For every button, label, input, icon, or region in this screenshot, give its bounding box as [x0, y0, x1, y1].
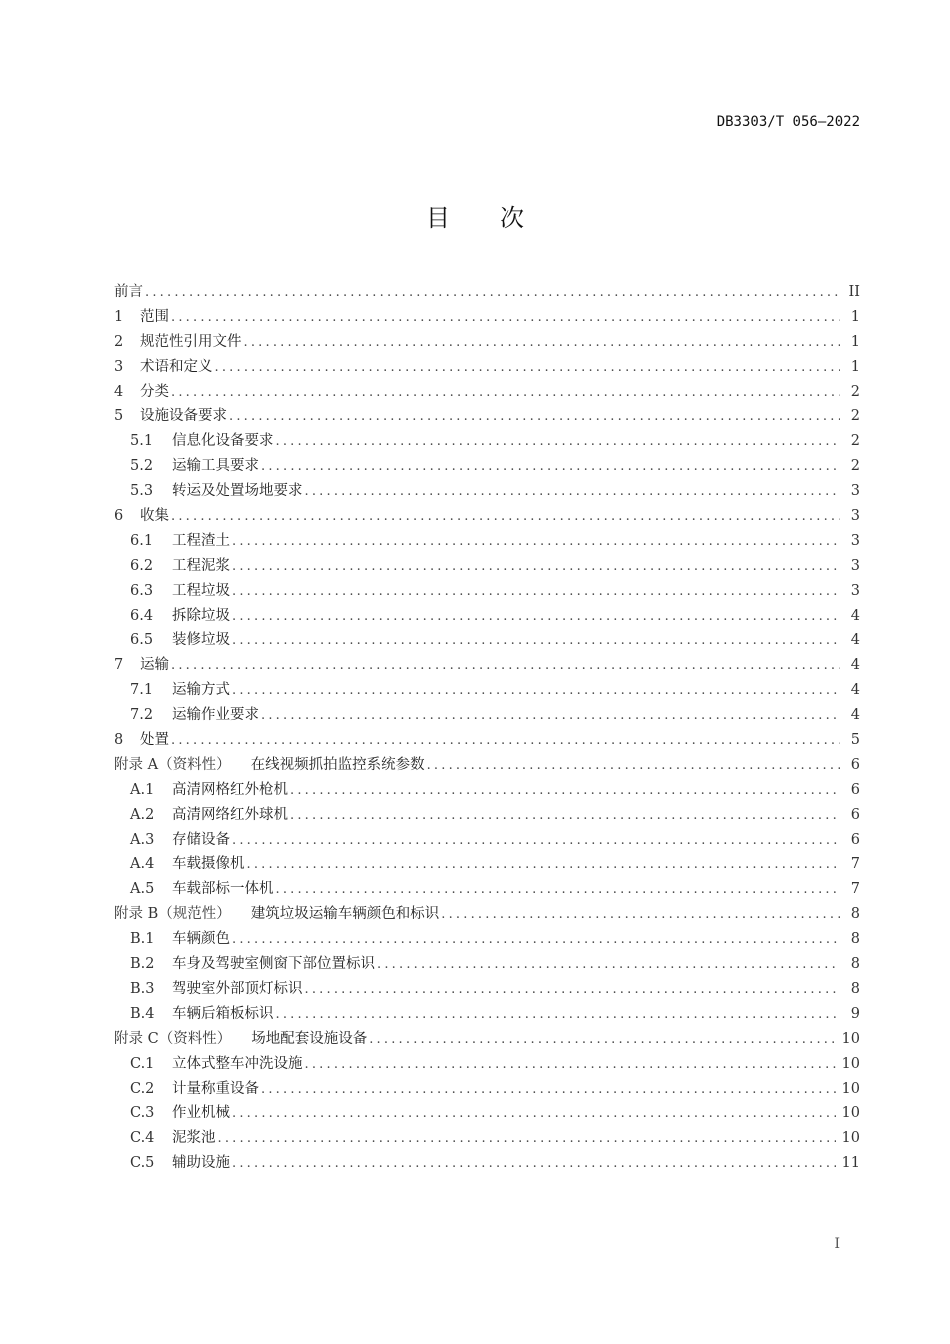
- toc-entry[interactable]: [114, 479, 860, 504]
- toc-entry[interactable]: [114, 355, 860, 380]
- toc-entry-label[interactable]: 范围: [140, 308, 169, 325]
- toc-entry-label[interactable]: 运输: [140, 657, 169, 674]
- toc-entry[interactable]: [114, 1077, 860, 1102]
- toc-entry-label[interactable]: 分类: [140, 383, 169, 400]
- footer-page-number: I: [834, 1236, 840, 1252]
- toc-entry-label[interactable]: 立体式整车冲洗设施: [172, 1055, 303, 1072]
- toc-entry-label[interactable]: 收集: [140, 508, 169, 525]
- dot-leader: [218, 1127, 836, 1151]
- toc-entry-page[interactable]: 2: [850, 408, 860, 425]
- table-of-contents: [114, 280, 860, 1176]
- toc-entry-page[interactable]: 2: [850, 383, 860, 400]
- toc-entry-label[interactable]: 信息化设备要求: [172, 433, 274, 450]
- toc-entry-label[interactable]: 运输工具要求: [172, 458, 259, 475]
- dot-leader: [247, 853, 841, 877]
- dot-leader: [145, 281, 840, 305]
- toc-entry-number: 2: [114, 333, 124, 350]
- toc-entry-number: 7: [114, 657, 124, 674]
- toc-entry-label[interactable]: 转运及处置场地要求: [172, 483, 303, 500]
- dot-leader: [215, 356, 841, 380]
- dot-leader: [305, 480, 841, 504]
- toc-entry[interactable]: [114, 952, 860, 977]
- toc-entry-label[interactable]: 存储设备: [172, 831, 230, 848]
- toc-entry-number: A.3: [130, 831, 155, 848]
- toc-entry[interactable]: [114, 977, 860, 1002]
- toc-entry-page[interactable]: 6: [850, 831, 860, 848]
- toc-entry-page[interactable]: 8: [850, 931, 860, 948]
- toc-entry-number: A.4: [130, 856, 155, 873]
- toc-entry-page[interactable]: 2: [850, 458, 860, 475]
- toc-entry-label[interactable]: 工程渣土: [172, 532, 230, 549]
- dot-leader: [171, 505, 840, 529]
- toc-entry-page[interactable]: 7: [850, 881, 860, 898]
- toc-entry-label[interactable]: 在线视频抓拍监控系统参数: [250, 756, 425, 773]
- toc-entry-label[interactable]: 辅助设施: [172, 1155, 230, 1172]
- document-code: DB3303/T 056—2022: [716, 114, 860, 130]
- toc-entry-number: C.3: [130, 1105, 155, 1122]
- toc-entry-number: 8: [114, 732, 124, 749]
- toc-entry-page[interactable]: 4: [850, 707, 860, 724]
- toc-entry-page[interactable]: 4: [850, 682, 860, 699]
- toc-entry-number: 4: [114, 383, 124, 400]
- toc-entry-page[interactable]: II: [848, 284, 860, 300]
- toc-entry-page[interactable]: 10: [841, 1030, 860, 1047]
- toc-entry-number: 附录 B（规范性）: [114, 906, 231, 923]
- toc-entry-number: A.2: [130, 806, 155, 823]
- toc-entry[interactable]: [114, 404, 860, 429]
- toc-entry-page[interactable]: 1: [850, 308, 860, 325]
- toc-entry-page[interactable]: 4: [850, 607, 860, 624]
- toc-entry[interactable]: [114, 504, 860, 529]
- toc-entry-number: 附录 C（资料性）: [114, 1030, 232, 1047]
- toc-entry-number: 7.1: [130, 682, 154, 699]
- title-char-1: 目: [426, 204, 450, 232]
- toc-entry-number: 5.3: [130, 483, 154, 500]
- toc-entry[interactable]: [114, 753, 860, 778]
- toc-entry-page[interactable]: 10: [841, 1055, 860, 1072]
- toc-entry[interactable]: [114, 828, 860, 853]
- dot-leader: [171, 729, 840, 753]
- toc-entry[interactable]: [114, 1101, 860, 1126]
- dot-leader: [427, 754, 840, 778]
- dot-leader: [232, 928, 840, 952]
- toc-entry[interactable]: [114, 554, 860, 579]
- toc-entry-number: B.3: [130, 980, 155, 997]
- toc-entry-number: B.1: [130, 931, 155, 948]
- toc-entry[interactable]: [114, 529, 860, 554]
- toc-entry-page[interactable]: 4: [850, 657, 860, 674]
- dot-leader: [276, 430, 841, 454]
- toc-entry[interactable]: [114, 877, 860, 902]
- toc-entry-label[interactable]: 拆除垃圾: [172, 607, 230, 624]
- toc-entry[interactable]: [114, 803, 860, 828]
- dot-leader: [261, 704, 840, 728]
- toc-entry-page[interactable]: 3: [850, 582, 860, 599]
- toc-entry-number: C.2: [130, 1080, 155, 1097]
- dot-leader: [232, 605, 840, 629]
- toc-entry-number: B.2: [130, 956, 155, 973]
- toc-entry[interactable]: [114, 604, 860, 629]
- dot-leader: [232, 530, 840, 554]
- toc-entry-number: 6.3: [130, 582, 154, 599]
- dot-leader: [232, 629, 840, 653]
- toc-entry-page[interactable]: 6: [850, 806, 860, 823]
- toc-entry[interactable]: [114, 1002, 860, 1027]
- dot-leader: [377, 953, 840, 977]
- page-title: [0, 198, 950, 233]
- toc-entry-number: 6.4: [130, 607, 154, 624]
- toc-entry-page[interactable]: 1: [850, 333, 860, 350]
- dot-leader: [229, 405, 840, 429]
- toc-entry-number: 5: [114, 408, 124, 425]
- toc-entry-page[interactable]: 10: [841, 1080, 860, 1097]
- toc-entry-number: 6.2: [130, 557, 154, 574]
- toc-entry-label[interactable]: 前言: [114, 284, 143, 300]
- toc-entry-page[interactable]: 6: [850, 756, 860, 773]
- toc-entry-number: 3: [114, 358, 124, 375]
- toc-entry-number: 7.2: [130, 707, 154, 724]
- toc-entry-label[interactable]: 处置: [140, 732, 169, 749]
- dot-leader: [171, 306, 840, 330]
- toc-entry[interactable]: [114, 1052, 860, 1077]
- toc-entry[interactable]: [114, 380, 860, 405]
- dot-leader: [232, 580, 840, 604]
- title-char-2: 次: [500, 204, 524, 232]
- toc-entry-label[interactable]: 术语和定义: [140, 358, 213, 375]
- toc-entry[interactable]: [114, 927, 860, 952]
- toc-entry-page[interactable]: 8: [850, 956, 860, 973]
- toc-entry-label[interactable]: 作业机械: [172, 1105, 230, 1122]
- toc-entry-page[interactable]: 8: [850, 906, 860, 923]
- toc-entry-label[interactable]: 工程垃圾: [172, 582, 230, 599]
- dot-leader: [305, 978, 841, 1002]
- toc-entry-label[interactable]: 车身及驾驶室侧窗下部位置标识: [172, 956, 375, 973]
- toc-entry-label[interactable]: 规范性引用文件: [140, 333, 242, 350]
- toc-entry[interactable]: [114, 678, 860, 703]
- toc-entry[interactable]: [114, 579, 860, 604]
- toc-entry[interactable]: [114, 305, 860, 330]
- toc-entry-page[interactable]: 5: [850, 732, 860, 749]
- toc-entry-page[interactable]: 2: [850, 433, 860, 450]
- dot-leader: [232, 1102, 836, 1126]
- toc-entry-page[interactable]: 3: [850, 508, 860, 525]
- toc-entry[interactable]: [114, 902, 860, 927]
- toc-entry[interactable]: [114, 703, 860, 728]
- dot-leader: [276, 878, 841, 902]
- toc-entry-number: 附录 A（资料性）: [114, 756, 231, 773]
- dot-leader: [261, 1078, 836, 1102]
- dot-leader: [232, 679, 840, 703]
- dot-leader: [171, 654, 840, 678]
- toc-entry-number: C.5: [130, 1155, 155, 1172]
- dot-leader: [276, 1003, 841, 1027]
- toc-entry[interactable]: [114, 330, 860, 355]
- toc-entry-page[interactable]: 7: [850, 856, 860, 873]
- toc-entry-label[interactable]: 驾驶室外部顶灯标识: [172, 980, 303, 997]
- toc-entry[interactable]: [114, 653, 860, 678]
- dot-leader: [441, 903, 840, 927]
- toc-entry-label[interactable]: 运输方式: [172, 682, 230, 699]
- toc-entry-number: 6.5: [130, 632, 154, 649]
- toc-entry-number: 1: [114, 308, 124, 325]
- dot-leader: [261, 455, 840, 479]
- toc-entry-page[interactable]: 3: [850, 483, 860, 500]
- dot-leader: [232, 1152, 836, 1176]
- toc-entry-number: C.4: [130, 1130, 155, 1147]
- toc-entry-number: B.4: [130, 1005, 155, 1022]
- toc-entry-page[interactable]: 9: [850, 1005, 860, 1022]
- dot-leader: [290, 779, 840, 803]
- toc-entry-page[interactable]: 3: [850, 557, 860, 574]
- toc-entry-label[interactable]: 装修垃圾: [172, 632, 230, 649]
- toc-entry-label[interactable]: 计量称重设备: [172, 1080, 259, 1097]
- toc-entry-page[interactable]: 10: [841, 1105, 860, 1122]
- toc-entry-label[interactable]: 高清网络红外球机: [172, 806, 288, 823]
- toc-entry-page[interactable]: 8: [850, 980, 860, 997]
- toc-entry-number: C.1: [130, 1055, 155, 1072]
- toc-entry[interactable]: [114, 778, 860, 803]
- toc-entry[interactable]: [114, 728, 860, 753]
- toc-entry-number: 6: [114, 508, 124, 525]
- toc-entry-number: A.5: [130, 881, 155, 898]
- toc-entry-number: 5.2: [130, 458, 154, 475]
- toc-entry[interactable]: [114, 429, 860, 454]
- toc-entry-label[interactable]: 车载部标一体机: [172, 881, 274, 898]
- toc-entry-label[interactable]: 高清网格红外枪机: [172, 781, 288, 798]
- dot-leader: [369, 1028, 835, 1052]
- toc-entry-label[interactable]: 车辆颜色: [172, 931, 230, 948]
- toc-entry-label[interactable]: 车辆后箱板标识: [172, 1005, 274, 1022]
- toc-entry-page[interactable]: 10: [841, 1130, 860, 1147]
- toc-entry-label[interactable]: 设施设备要求: [140, 408, 227, 425]
- toc-entry[interactable]: [114, 1027, 860, 1052]
- toc-entry-label[interactable]: 工程泥浆: [172, 557, 230, 574]
- toc-entry-label[interactable]: 场地配套设施设备: [251, 1030, 368, 1047]
- toc-entry[interactable]: [114, 1126, 860, 1151]
- toc-entry-label[interactable]: 运输作业要求: [172, 707, 259, 724]
- toc-entry-page[interactable]: 3: [850, 532, 860, 549]
- toc-entry-page[interactable]: 11: [841, 1155, 860, 1172]
- dot-leader: [232, 829, 840, 853]
- toc-entry-label[interactable]: 车载摄像机: [172, 856, 245, 873]
- toc-entry-number: 6.1: [130, 532, 154, 549]
- dot-leader: [290, 804, 840, 828]
- dot-leader: [305, 1053, 836, 1077]
- toc-entry-label[interactable]: 泥浆池: [172, 1130, 216, 1147]
- toc-entry-page[interactable]: 4: [850, 632, 860, 649]
- dot-leader: [244, 331, 841, 355]
- toc-entry[interactable]: [114, 628, 860, 653]
- toc-entry[interactable]: [114, 852, 860, 877]
- toc-entry-number: 5.1: [130, 433, 154, 450]
- toc-entry[interactable]: [114, 280, 860, 305]
- dot-leader: [171, 381, 840, 405]
- dot-leader: [232, 555, 840, 579]
- toc-entry-page[interactable]: 1: [850, 358, 860, 375]
- toc-entry-label[interactable]: 建筑垃圾运输车辆颜色和标识: [250, 906, 440, 923]
- toc-entry[interactable]: [114, 1151, 860, 1176]
- toc-entry[interactable]: [114, 454, 860, 479]
- toc-entry-number: A.1: [130, 781, 155, 798]
- toc-entry-page[interactable]: 6: [850, 781, 860, 798]
